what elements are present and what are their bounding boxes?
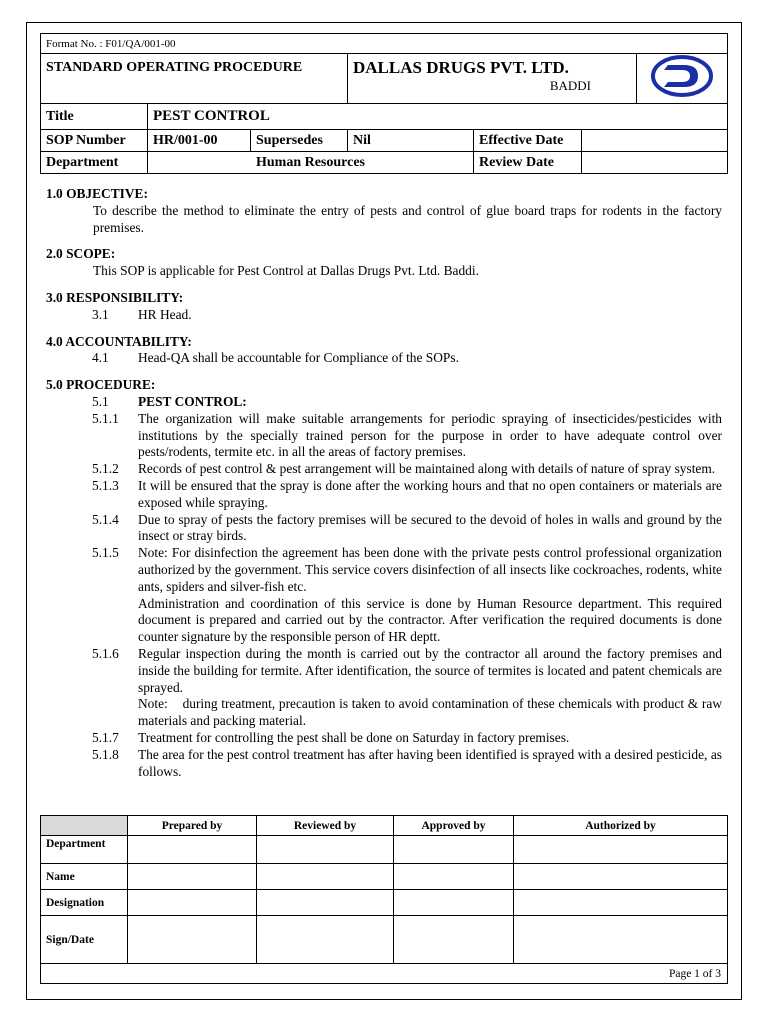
list-item (46, 350, 722, 367)
signoff-cell[interactable] (128, 890, 257, 916)
company-location: BADDI (549, 78, 591, 93)
item-paragraph: Administration and coordination of this service is done by Human Resource department. This required document is prepared and carried out by the contractor. After verification the required documents is done counter signature by the responsible person of HR deptt. (138, 595, 722, 645)
item-paragraph: Regular inspection during the month is carried out by the contractor all around the factory premises and inside the building for termite. After identification, the source of termites is located and patent chemicals are sprayed. (138, 645, 722, 695)
list-item (46, 411, 722, 461)
item-number: 5.1.4 (92, 511, 119, 527)
signoff-cell[interactable] (128, 864, 257, 890)
company-cell (348, 54, 637, 104)
item-text (138, 645, 726, 730)
signoff-cell[interactable] (257, 890, 394, 916)
signoff-cell[interactable] (514, 916, 728, 964)
company-name: DALLAS DRUGS PVT. LTD. (353, 58, 569, 77)
item-text: Due to spray of pests the factory premises will be secured to the devoid of holes in walls and ground by the insect or stray birds. (138, 511, 722, 544)
list-item (46, 730, 722, 747)
signoff-row-label: Name (41, 864, 128, 890)
document-type: STANDARD OPERATING PROCEDURE (41, 54, 348, 104)
signoff-corner (41, 816, 128, 836)
sop-number-label: SOP Number (41, 130, 148, 152)
signoff-cell[interactable] (257, 864, 394, 890)
signoff-row-label: Designation (41, 890, 128, 916)
effective-date-label: Effective Date (474, 130, 582, 152)
accountability-heading: 4.0 ACCOUNTABILITY: (46, 333, 192, 349)
list-item (46, 307, 722, 324)
sop-body (46, 186, 726, 780)
signoff-cell[interactable] (394, 864, 514, 890)
responsibility-heading: 3.0 RESPONSIBILITY: (46, 289, 184, 305)
signoff-col-header: Prepared by (128, 816, 257, 836)
review-date-label: Review Date (474, 152, 582, 174)
item-text: Records of pest control & pest arrangement will be maintained along with details of nature of spray system. (138, 461, 716, 477)
signoff-cell[interactable] (394, 916, 514, 964)
format-number: Format No. : F01/QA/001-00 (41, 34, 728, 54)
signoff-cell[interactable] (257, 836, 394, 864)
item-text (138, 545, 722, 646)
procedure-heading: 5.0 PROCEDURE: (46, 377, 156, 393)
item-number: 5.1.3 (92, 477, 119, 493)
objective-heading: 1.0 OBJECTIVE: (46, 186, 148, 201)
signoff-col-header: Authorized by (514, 816, 728, 836)
scope-text: This SOP is applicable for Pest Control at Dallas Drugs Pvt. Ltd. Baddi. (93, 263, 479, 279)
item-text: It will be ensured that the spray is done after the working hours and that no open containers or materials are exposed while spraying. (138, 477, 722, 510)
signoff-cell[interactable] (514, 836, 728, 864)
item-number: 5.1 (92, 393, 109, 409)
signoff-row-label: Department (41, 836, 128, 864)
item-paragraph: Note: For disinfection the agreement has been done with the private pests control professional organization authorized by the government. This service covers disinfection of all insects like cockroaches, rodents, white ants, spiders and silver-fish etc. (138, 545, 722, 594)
item-number: 5.1.8 (92, 746, 119, 762)
item-number: 5.1.5 (92, 545, 119, 561)
signoff-cell[interactable] (128, 916, 257, 964)
item-text: The organization will make suitable arrangements for periodic spraying of insecticides/pesticides with institutions by the specially trained person for the purpose in order to have adequate control over pests/rodents, termite etc. in all the areas of factory premises. (138, 410, 722, 460)
item-number: 5.1.2 (92, 461, 119, 477)
signoff-cell[interactable] (514, 864, 728, 890)
signoff-col-header: Approved by (394, 816, 514, 836)
item-number: 3.1 (92, 306, 109, 322)
title-label: Title (41, 104, 148, 130)
supersedes-value: Nil (348, 130, 474, 152)
signoff-cell[interactable] (394, 890, 514, 916)
signoff-cell[interactable] (514, 890, 728, 916)
list-item (46, 645, 726, 730)
department-value: Human Resources (148, 152, 474, 174)
item-note: Note: during treatment, precaution is taken to avoid contamination of these chemicals with product & raw materials and packing material. (138, 696, 726, 729)
list-item (46, 394, 722, 411)
company-logo-icon (650, 54, 714, 98)
department-label: Department (41, 152, 148, 174)
page-number: Page 1 of 3 (41, 964, 728, 984)
signoff-cell[interactable] (257, 916, 394, 964)
item-number: 5.1.1 (92, 410, 119, 426)
signoff-table (40, 815, 728, 984)
logo-cell (637, 54, 728, 104)
list-item (46, 545, 722, 646)
scope-heading: 2.0 SCOPE: (46, 246, 116, 262)
list-item (46, 747, 722, 781)
item-text: Head-QA shall be accountable for Compliance of the SOPs. (138, 350, 459, 366)
header-table (40, 33, 728, 174)
list-item (46, 461, 722, 478)
item-text: The area for the pest control treatment has after having been identified is sprayed with a desired pesticide, as follows. (138, 746, 722, 779)
item-text: Treatment for controlling the pest shall be done on Saturday in factory premises. (138, 729, 570, 745)
sop-number-value: HR/001-00 (148, 130, 251, 152)
review-date-value (582, 152, 728, 174)
signoff-cell[interactable] (394, 836, 514, 864)
item-number: 5.1.6 (92, 645, 119, 661)
list-item (46, 512, 722, 546)
item-number: 5.1.7 (92, 729, 119, 745)
list-item (46, 478, 722, 512)
supersedes-label: Supersedes (251, 130, 348, 152)
item-text: PEST CONTROL: (138, 393, 247, 409)
item-text: HR Head. (138, 306, 192, 322)
signoff-col-header: Reviewed by (257, 816, 394, 836)
objective-text: To describe the method to eliminate the entry of pests and control of glue board traps for rodents in the factory premises. (93, 202, 722, 235)
effective-date-value (582, 130, 728, 152)
signoff-row-label: Sign/Date (41, 916, 128, 964)
title-value: PEST CONTROL (148, 104, 728, 130)
signoff-cell[interactable] (128, 836, 257, 864)
item-number: 4.1 (92, 350, 109, 366)
